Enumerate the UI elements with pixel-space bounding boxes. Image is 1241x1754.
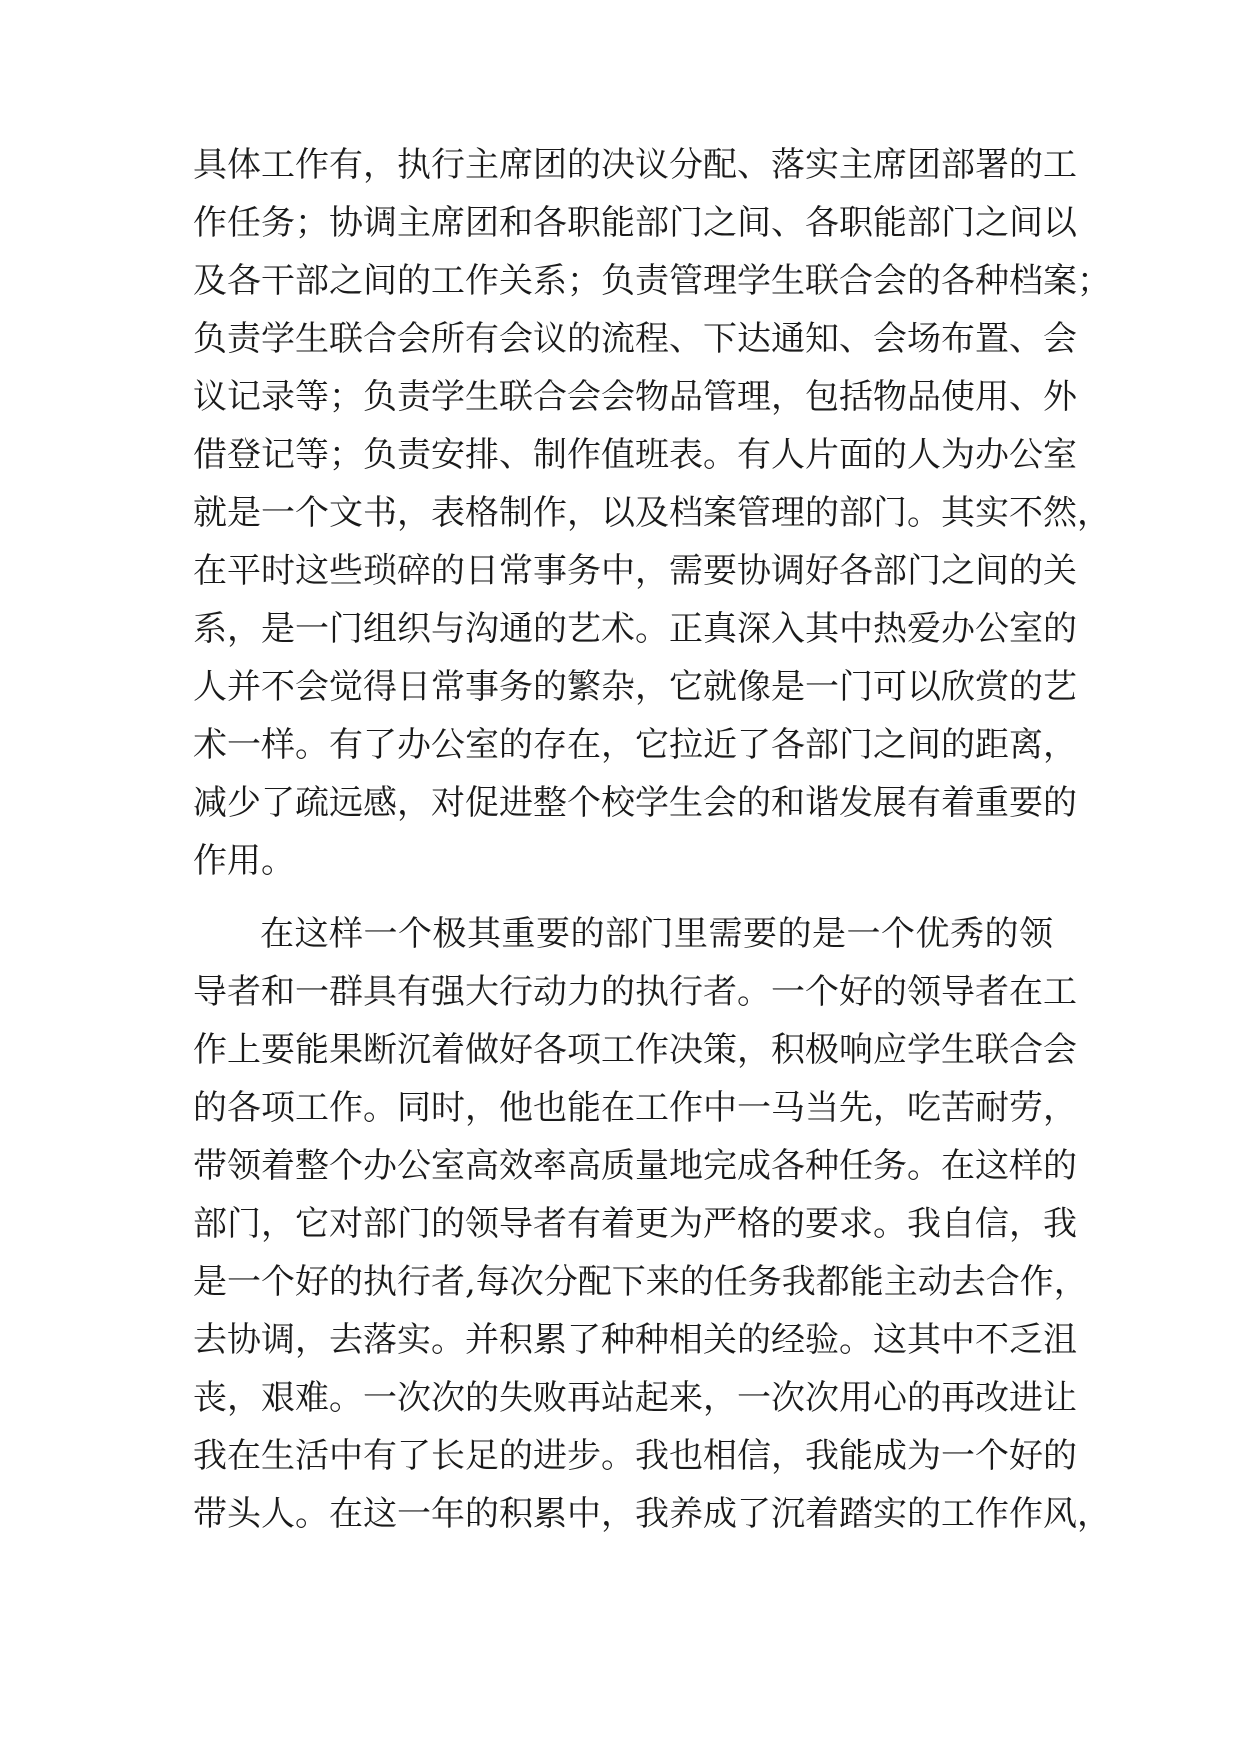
- text-line: 负责学生联合会所有会议的流程、下达通知、会场布置、会: [193, 319, 1077, 359]
- text-line: 带头人。在这一年的积累中，我养成了沉着踏实的工作作风，: [193, 1494, 1111, 1534]
- text-line: 作用。: [193, 841, 295, 881]
- text-line: 就是一个文书，表格制作，以及档案管理的部门。其实不然，: [193, 493, 1111, 533]
- text-line: 部门，它对部门的领导者有着更为严格的要求。我自信，我: [193, 1204, 1077, 1244]
- text-line: 借登记等；负责安排、制作值班表。有人片面的人为办公室: [193, 435, 1077, 475]
- text-line: 作任务；协调主席团和各职能部门之间、各职能部门之间以: [193, 203, 1077, 243]
- text-line: 带领着整个办公室高效率高质量地完成各种任务。在这样的: [193, 1146, 1077, 1186]
- text-line: 导者和一群具有强大行动力的执行者。一个好的领导者在工: [193, 972, 1077, 1012]
- text-line: 在平时这些琐碎的日常事务中，需要协调好各部门之间的关: [193, 551, 1077, 591]
- text-line: 在这样一个极其重要的部门里需要的是一个优秀的领: [260, 914, 1053, 954]
- text-line: 作上要能果断沉着做好各项工作决策，积极响应学生联合会: [193, 1030, 1077, 1070]
- text-line: 术一样。有了办公室的存在，它拉近了各部门之间的距离，: [193, 725, 1077, 765]
- text-line: 去协调，去落实。并积累了种种相关的经验。这其中不乏沮: [193, 1320, 1077, 1360]
- text-line: 及各干部之间的工作关系；负责管理学生联合会的各种档案；: [193, 261, 1111, 301]
- text-line: 是一个好的执行者,每次分配下来的任务我都能主动去合作，: [193, 1262, 1088, 1302]
- text-line: 我在生活中有了长足的进步。我也相信，我能成为一个好的: [193, 1436, 1077, 1476]
- text-line: 议记录等；负责学生联合会会物品管理，包括物品使用、外: [193, 377, 1077, 417]
- text-line: 丧，艰难。一次次的失败再站起来，一次次用心的再改进让: [193, 1378, 1077, 1418]
- text-line: 人并不会觉得日常事务的繁杂，它就像是一门可以欣赏的艺: [193, 667, 1077, 707]
- text-line: 系，是一门组织与沟通的艺术。正真深入其中热爱办公室的: [193, 609, 1077, 649]
- text-line: 具体工作有，执行主席团的决议分配、落实主席团部署的工: [193, 145, 1077, 185]
- text-line: 减少了疏远感，对促进整个校学生会的和谐发展有着重要的: [193, 783, 1077, 823]
- text-line: 的各项工作。同时，他也能在工作中一马当先，吃苦耐劳，: [193, 1088, 1077, 1128]
